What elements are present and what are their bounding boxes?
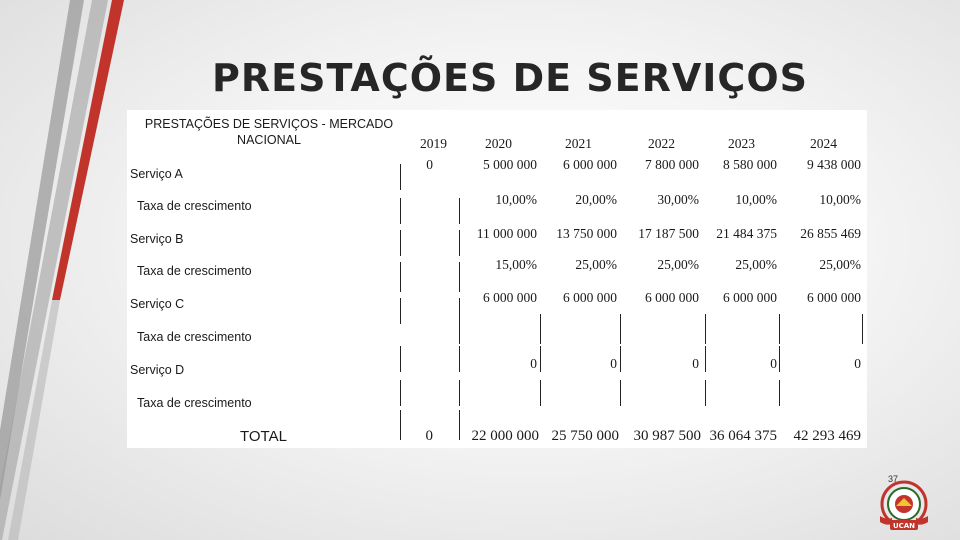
page-number: 37 <box>888 474 899 484</box>
row-label-taxa-crescimento: Taxa de crescimento <box>137 264 252 278</box>
table-cell: 0 <box>426 157 433 172</box>
row-label-taxa-crescimento: Taxa de crescimento <box>137 199 252 213</box>
table-cell: 0 <box>610 356 617 371</box>
table-cell: 21 484 375 <box>716 226 777 241</box>
table-cell: 7 800 000 <box>645 157 699 172</box>
column-divider <box>779 314 780 344</box>
svg-text:UCAN: UCAN <box>892 522 916 530</box>
row-label-total: TOTAL <box>240 428 287 445</box>
column-divider <box>705 380 706 406</box>
table-cell: 11 000 000 <box>476 226 537 241</box>
row-label-servico-a: Serviço A <box>130 167 183 181</box>
table-cell: 25,00% <box>735 257 777 272</box>
column-divider <box>400 410 401 440</box>
table-cell: 30,00% <box>657 192 699 207</box>
column-divider <box>540 380 541 406</box>
column-divider <box>400 230 401 256</box>
table-cell: 10,00% <box>735 192 777 207</box>
year-header: 2019 <box>420 136 447 151</box>
table-cell: 26 855 469 <box>800 226 861 241</box>
table-cell: 15,00% <box>495 257 537 272</box>
slide-title: PRESTAÇÕES DE SERVIÇOS <box>212 56 808 100</box>
table-cell: 25,00% <box>819 257 861 272</box>
table-cell: 17 187 500 <box>638 226 699 241</box>
total-cell: 42 293 469 <box>793 428 861 444</box>
total-cell: 30 987 500 <box>633 428 701 444</box>
table-cell: 6 000 000 <box>563 157 617 172</box>
total-cell: 36 064 375 <box>709 428 777 444</box>
year-header: 2024 <box>810 136 837 151</box>
table-header-title: PRESTAÇÕES DE SERVIÇOS - MERCADO NACIONAL <box>144 117 394 147</box>
row-label-servico-b: Serviço B <box>130 232 184 246</box>
table-cell: 0 <box>530 356 537 371</box>
column-divider <box>400 346 401 372</box>
column-divider <box>459 314 460 344</box>
year-header: 2020 <box>485 136 512 151</box>
table-cell: 0 <box>692 356 699 371</box>
table-cell: 10,00% <box>495 192 537 207</box>
table-cell: 6 000 000 <box>563 290 617 305</box>
column-divider <box>540 314 541 344</box>
table-cell: 25,00% <box>657 257 699 272</box>
column-divider <box>862 314 863 344</box>
table-cell: 0 <box>854 356 861 371</box>
column-divider <box>620 314 621 344</box>
university-seal-logo <box>872 480 936 538</box>
table-cell: 6 000 000 <box>483 290 537 305</box>
table-cell: 0 <box>770 356 777 371</box>
table-cell: 6 000 000 <box>723 290 777 305</box>
total-cell: 22 000 000 <box>471 428 539 444</box>
table-cell: 6 000 000 <box>807 290 861 305</box>
total-cell: 0 <box>425 428 433 444</box>
table-cell: 8 580 000 <box>723 157 777 172</box>
table-cell: 25,00% <box>575 257 617 272</box>
column-divider <box>400 262 401 292</box>
row-label-servico-d: Serviço D <box>130 363 185 377</box>
column-divider <box>400 380 401 406</box>
total-cell: 25 750 000 <box>551 428 619 444</box>
services-table <box>127 110 867 448</box>
column-divider <box>400 164 401 190</box>
table-cell: 13 750 000 <box>556 226 617 241</box>
column-divider <box>459 380 460 406</box>
year-header: 2022 <box>648 136 675 151</box>
column-divider <box>400 198 401 224</box>
column-divider <box>779 380 780 406</box>
column-divider <box>620 380 621 406</box>
column-divider <box>400 298 401 324</box>
year-header: 2023 <box>728 136 755 151</box>
table-cell: 5 000 000 <box>483 157 537 172</box>
table-cell: 20,00% <box>575 192 617 207</box>
row-label-servico-c: Serviço C <box>130 297 185 311</box>
row-label-taxa-crescimento: Taxa de crescimento <box>137 330 252 344</box>
table-cell: 6 000 000 <box>645 290 699 305</box>
column-divider <box>705 314 706 344</box>
row-label-taxa-crescimento: Taxa de crescimento <box>137 396 252 410</box>
year-header: 2021 <box>565 136 592 151</box>
table-cell: 9 438 000 <box>807 157 861 172</box>
table-cell: 10,00% <box>819 192 861 207</box>
